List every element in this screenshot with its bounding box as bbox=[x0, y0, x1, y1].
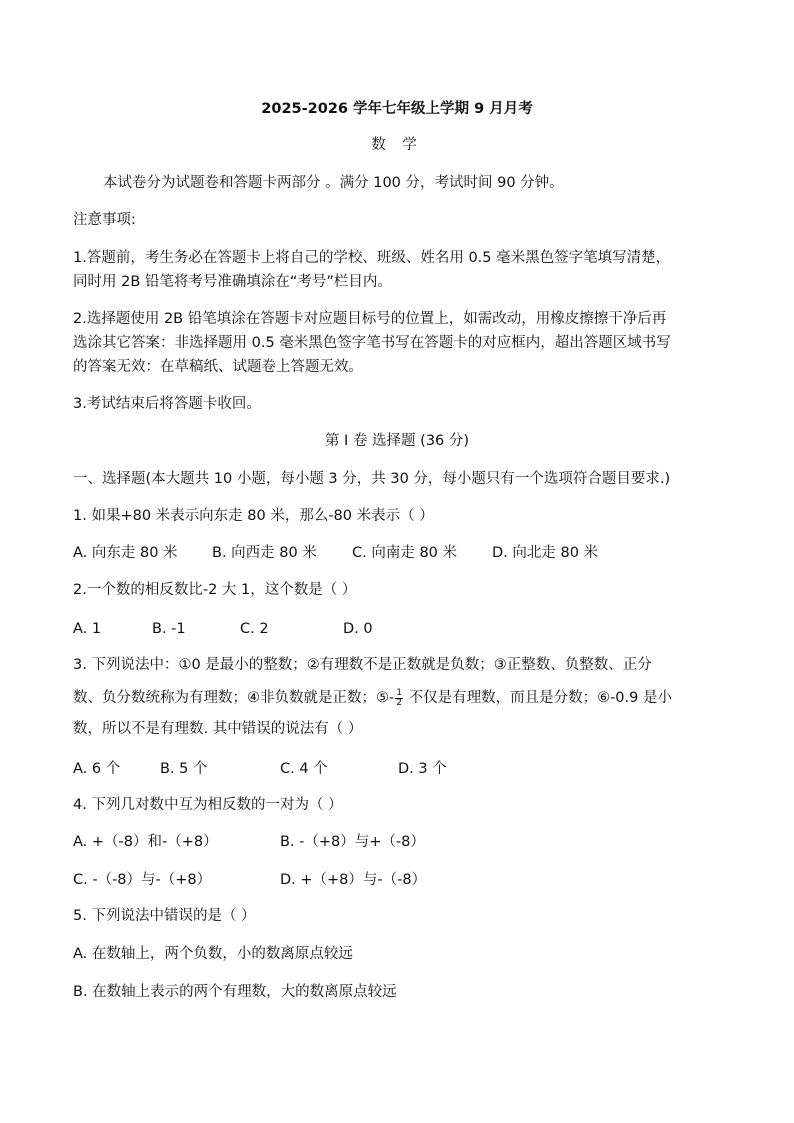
fraction-numerator: 1 bbox=[396, 687, 402, 698]
question-1-option-c: C. 向南走 80 米 bbox=[352, 545, 458, 561]
question-3-line-3: 数，所以不是有理数. 其中错误的说法有（ ） bbox=[73, 721, 363, 737]
exam-title: 2025-2026 学年七年级上学期 9 月月考 bbox=[261, 101, 533, 117]
question-3-line-1: 3. 下列说法中：①0 是最小的整数；②有理数不是正数就是负数；③正整数、负整数、正分 bbox=[73, 657, 652, 673]
question-1-stem: 1. 如果+80 米表示向东走 80 米，那么-80 米表示（ ） bbox=[73, 508, 434, 524]
question-4-option-d: D. +（+8）与-（-8） bbox=[280, 872, 427, 888]
question-2-option-d: D. 0 bbox=[343, 621, 373, 637]
question-3-line-2-part-a: 数、负分数统称为有理数；④非负数就是正数；⑤- bbox=[73, 690, 395, 706]
notes-heading: 注意事项: bbox=[73, 212, 136, 228]
section-heading: 一、选择题(本大题共 10 小题，每小题 3 分，共 30 分，每小题只有一个选项符合题目要求.) bbox=[73, 471, 671, 487]
question-1-option-b: B. 向西走 80 米 bbox=[212, 545, 317, 561]
question-2-stem: 2.一个数的相反数比-2 大 1，这个数是（ ） bbox=[73, 582, 357, 598]
note-1-line-2: 同时用 2B 铅笔将考号准确填涂在“考号”栏目内。 bbox=[73, 274, 392, 290]
question-4-option-b: B. -（+8）与+（-8） bbox=[280, 834, 425, 850]
question-2-option-b: B. -1 bbox=[152, 621, 186, 637]
note-1-line-1: 1.答题前，考生务必在答题卡上将自己的学校、班级、姓名用 0.5 毫米黑色签字笔填写清楚， bbox=[73, 250, 671, 266]
question-3-option-c: C. 4 个 bbox=[280, 761, 328, 777]
question-1-option-d: D. 向北走 80 米 bbox=[492, 545, 599, 561]
question-4-option-c: C. -（-8）与-（+8） bbox=[73, 872, 212, 888]
note-2-line-2: 选涂其它答案：非选择题用 0.5 毫米黑色签字笔书写在答题卡的对应框内，超出答题区域书写 bbox=[73, 335, 671, 351]
note-2-line-3: 的答案无效：在草稿纸、试题卷上答题无效。 bbox=[73, 359, 363, 375]
question-2-option-a: A. 1 bbox=[73, 621, 102, 637]
question-3-option-a: A. 6 个 bbox=[73, 761, 121, 777]
question-5-stem: 5. 下列说法中错误的是（ ） bbox=[73, 908, 256, 924]
fraction-one-half bbox=[395, 689, 403, 708]
question-1-option-a: A. 向东走 80 米 bbox=[73, 545, 178, 561]
question-3-option-d: D. 3 个 bbox=[398, 761, 447, 777]
question-3-option-b: B. 5 个 bbox=[160, 761, 208, 777]
question-3-line-2 bbox=[73, 688, 672, 708]
subject-title: 数 学 bbox=[371, 137, 423, 153]
exam-intro: 本试卷分为试题卷和答题卡两部分 。满分 100 分，考试时间 90 分钟。 bbox=[103, 175, 564, 191]
question-4-option-a: A. +（-8）和-（+8） bbox=[73, 834, 218, 850]
note-2-line-1: 2.选择题使用 2B 铅笔填涂在答题卡对应题目标号的位置上，如需改动，用橡皮擦擦干净后再 bbox=[73, 311, 667, 327]
question-3-line-2-part-b: 不仅是有理数，而且是分数；⑥-0.9 是小 bbox=[403, 690, 672, 706]
note-3: 3.考试结束后将答题卡收回。 bbox=[73, 396, 261, 412]
question-2-option-c: C. 2 bbox=[240, 621, 269, 637]
part1-title: 第 I 卷 选择题 (36 分) bbox=[324, 433, 470, 449]
question-5-option-a: A. 在数轴上，两个负数，小的数离原点较远 bbox=[73, 946, 353, 962]
fraction-denominator: 2 bbox=[396, 697, 402, 708]
question-4-stem: 4. 下列几对数中互为相反数的一对为（ ） bbox=[73, 797, 343, 813]
question-5-option-b: B. 在数轴上表示的两个有理数，大的数离原点较远 bbox=[73, 984, 397, 1000]
